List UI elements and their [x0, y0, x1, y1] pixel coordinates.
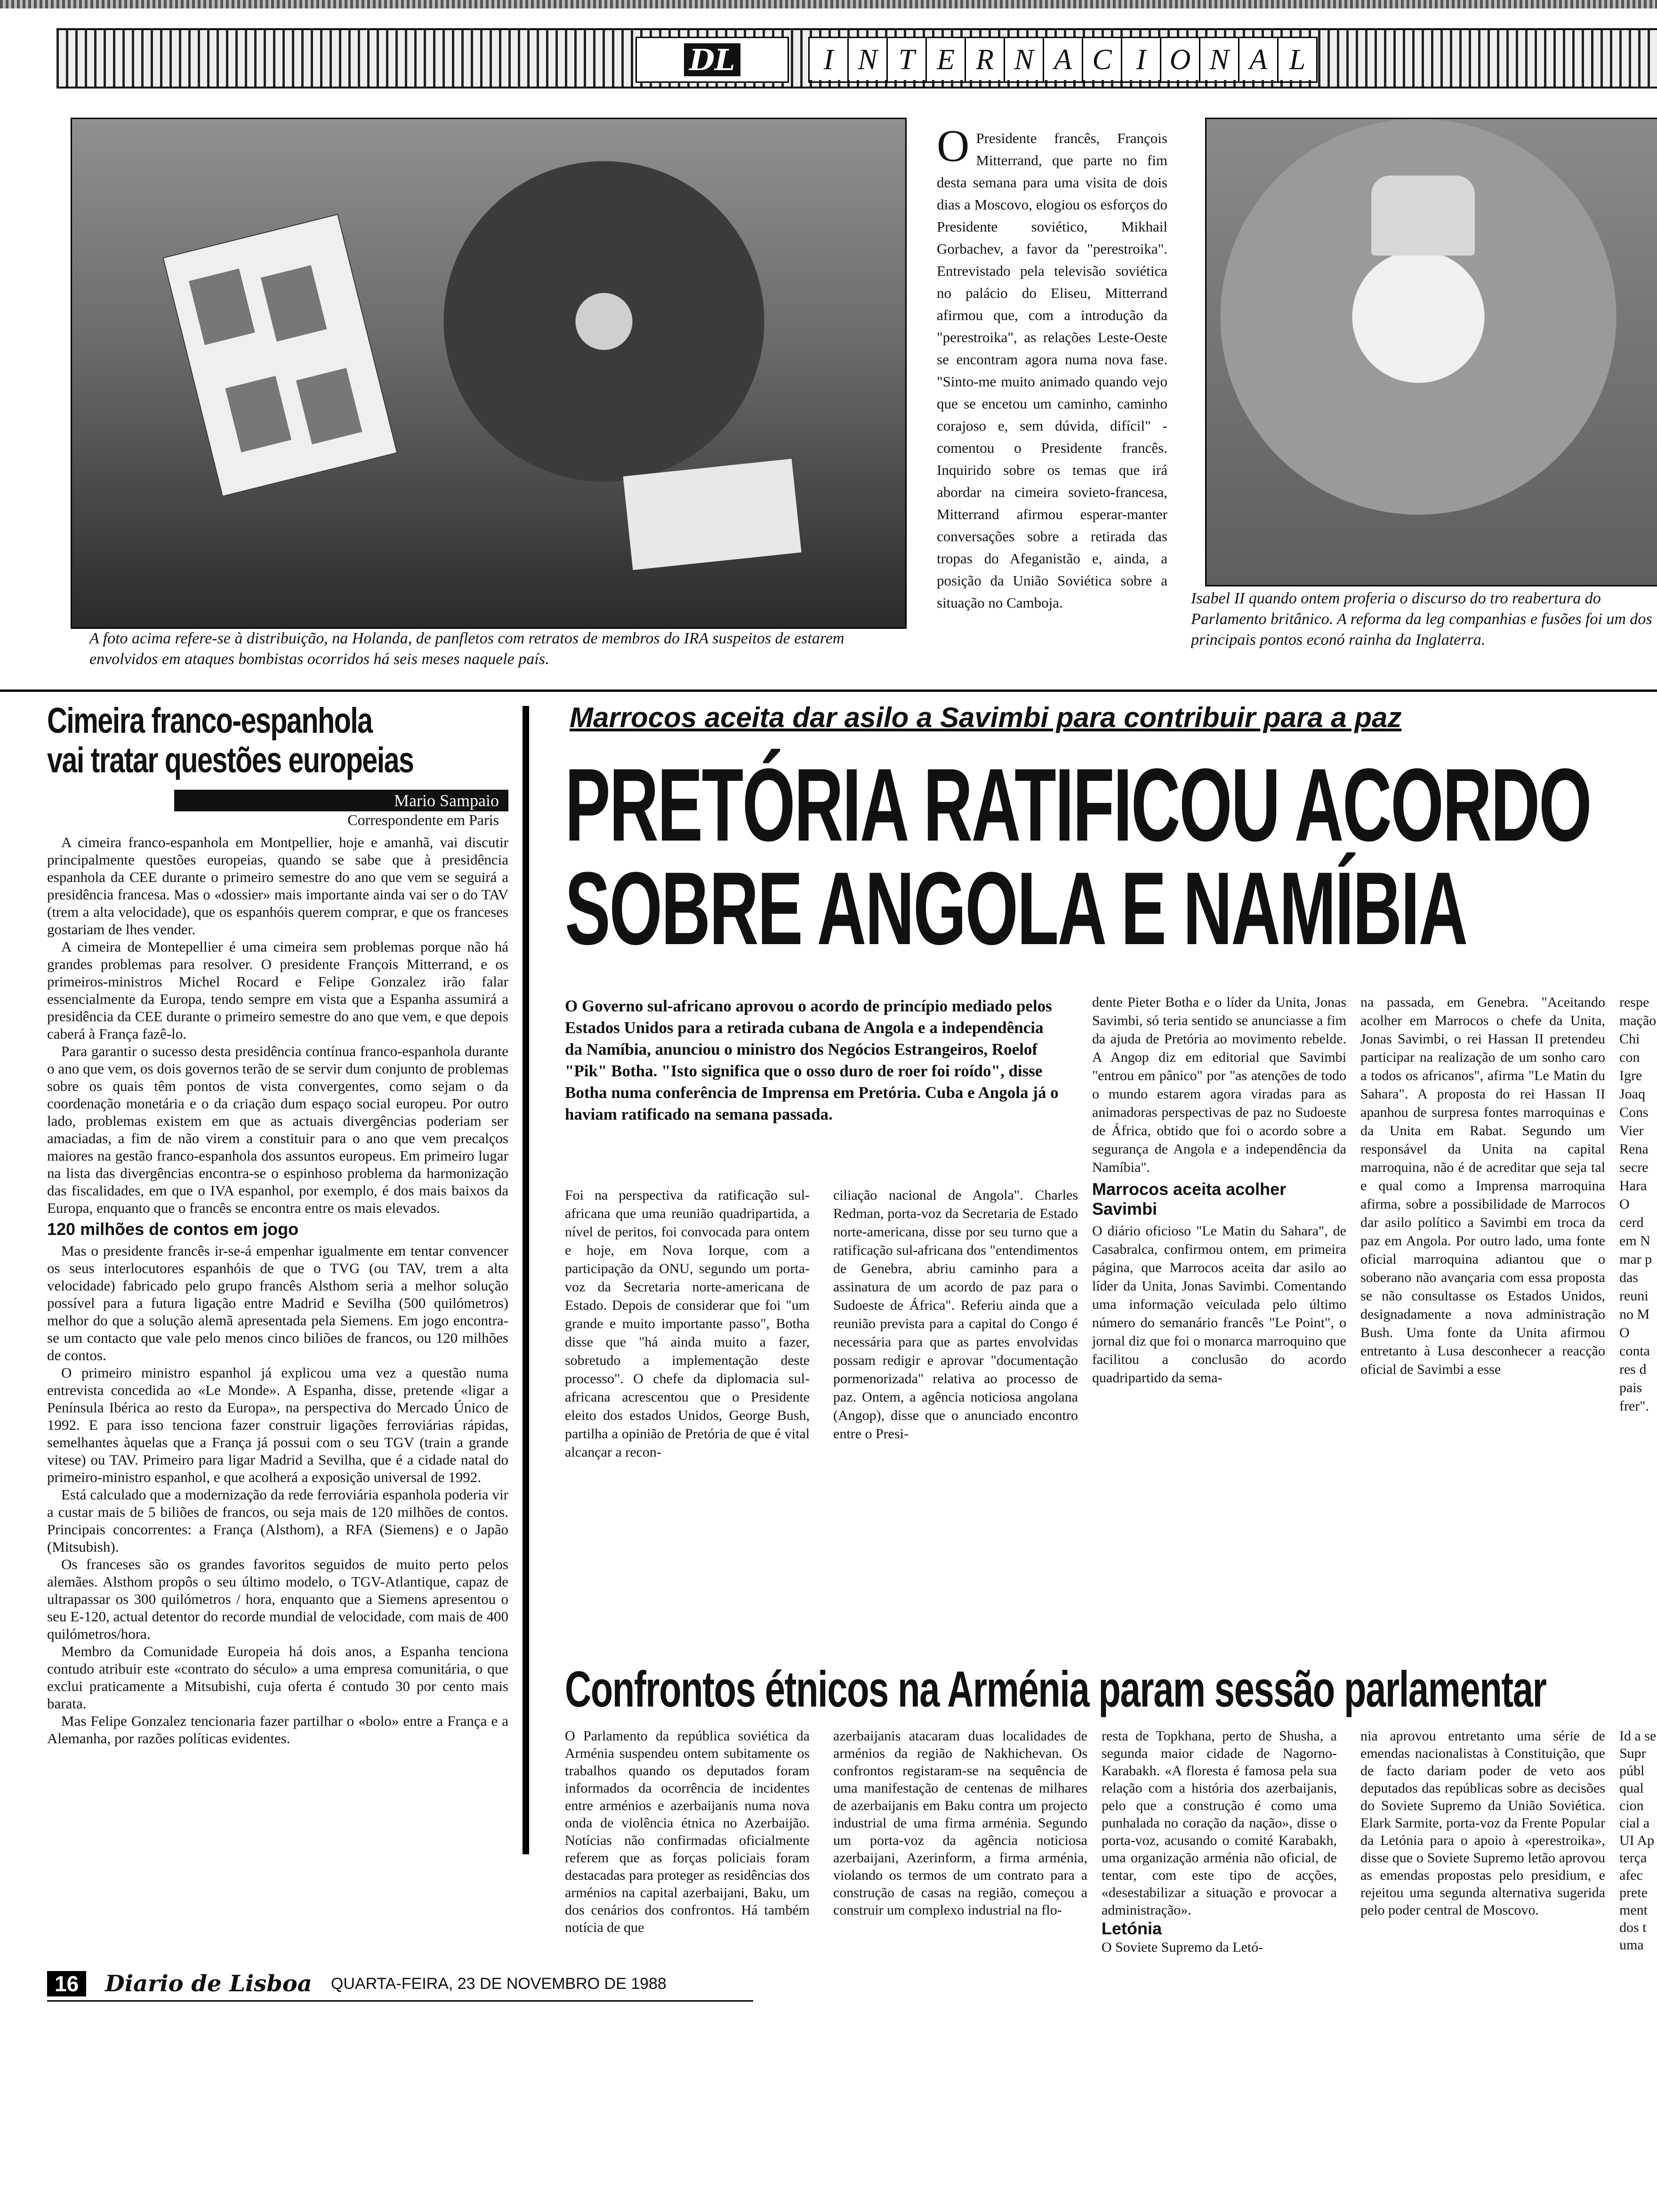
pretoria-col3: [1092, 993, 1346, 1387]
cimeira-article: [47, 701, 508, 1747]
pretoria-col2: ciliação nacional de Angola". Charles Redman, porta-voz da Secretaria de Estado norte-americana, disse por seu turno que a ratificação sul-africana dos "entendimentos de Genebra, abriu caminho para a assinatura de um acordo de paz para o Sudoeste de África". Referiu ainda que a reunião prevista para a capital do Congo é necessária para que as partes envolvidas possam redigir e aprovar "documentação pormenorizada" relativa ao processo de paz. Ontem, a agência noticiosa angolana (Angop), disse que o anunciado encontro entre o Presi-: [833, 1187, 1078, 1442]
issue-date: QUARTA-FEIRA, 23 DE NOVEMBRO DE 1988: [330, 1974, 667, 1993]
armenia-headline-box: [565, 1661, 1648, 1718]
pretoria-lead: O Governo sul-africano aprovou o acordo de princípio mediado pelos Estados Unidos para a retirada cubana de Angola e a independência da Namíbia, anunciou o ministro dos Negócios Estrangeiros, Roelof "Pik" Botha. "Isto significa que o osso duro de roer foi roído", disse Botha numa conferência de Imprensa em Pretória. Cuba e Angola já o haviam ratificado na semana passada.: [565, 997, 1059, 1123]
armenia-headline: Confrontos étnicos na Arménia param sessão parlamentar: [565, 1661, 1546, 1717]
armenia-col5: Id a se Supr públ qual cion cial a UI Ap terça afec prete ment dos t uma: [1619, 1728, 1657, 1953]
cimeira-p5: O primeiro ministro espanhol já explicou uma vez a questão numa entrevista concedida ao «Le Monde». A Espanha, disse, pretende «ligar a Península Ibérica ao resto da Europa», na perspectiva do Mercado Único de 1992. E para isso tenciona fazer construir ligações ferroviárias rápidas, semelhantes àquelas que a França já possui com o seu TGV (train a grande vitese) ou TAV. Primeiro para ligar Madrid a Sevilha, que é a cidade natal do primeiro-ministro espanhol, e que acolherá a exposição universal de 1992.: [47, 1364, 508, 1485]
armenia-col1: O Parlamento da república soviética da Arménia suspendeu ontem subitamente os trabalhos quando os deputados foram informados da ocorrência de incidentes entre arménios e azerbaijanis numa nova onda de violência étnica no Azerbaijão. Notícias não confirmadas oficialmente referem que as forças policiais foram destacadas para proteger as residências dos arménios na capital azerbaijani, Baku, um dos cenários dos confrontos. Há também notícia de que: [565, 1728, 810, 1935]
section-letter: I: [808, 37, 849, 83]
armenia-col3-subhead: Letónia: [1102, 1919, 1162, 1938]
armenia-col3b: O Soviete Supremo da Letó-: [1102, 1940, 1263, 1955]
pretoria-kicker: Marrocos aceita dar asilo a Savimbi para contribuir para a paz: [570, 702, 1402, 733]
pretoria-headline-1: PRETÓRIA RATIFICOU ACORDO: [565, 748, 1591, 863]
footer-rule: [47, 2000, 753, 2002]
armenia-col3: [1102, 1727, 1337, 1956]
newspaper-logo: [635, 37, 789, 83]
logo-mark: DL: [684, 43, 740, 76]
pretoria-col3b: O diário oficioso "Le Matin du Sahara", de Casabralca, confirmou ontem, em primeira página, que Marrocos aceita dar asilo ao líder da Unita, Jonas Savimbi. Comentando uma informação veiculada pelo último número do semanário francês "Le Point", o jornal diz que foi o monarca marroquino que facilitou a conclusão do acordo quadripartido da sema-: [1092, 1223, 1346, 1386]
photo2-caption: Isabel II quando ontem proferia o discurso do tro reabertura do Parlamento britânico. A reforma da leg companhias e fusões foi um dos principais pontos econó rainha da Inglaterra.: [1191, 590, 1652, 649]
armenia-col3a: resta de Topkhana, perto de Shusha, a segunda maior cidade de Nagorno-Karabakh. «A floresta é famosa pela sua relação com a história dos azerbaijanis, pelo que a construção é como uma punhalada no coração da nação», disse o porta-voz, acusando o comité Karabakh, uma organização arménia não oficial, de tentar, com este tipo de acções, «desestabilizar a situação e provocar a administração».: [1102, 1728, 1337, 1918]
cimeira-headline-2: vai tratar questões europeias: [47, 740, 414, 780]
section-letter: C: [1082, 37, 1122, 83]
byline-role: Correspondente em Paris: [347, 811, 499, 828]
page-footer: [47, 1970, 753, 1998]
page-number: 16: [47, 1971, 86, 1996]
photo1-caption: A foto acima refere-se à distribuição, na Holanda, de panfletos com retratos de membros do IRA suspeitos de estarem envolvidos em ataques bombistas ocorridos há seis meses naquele país.: [89, 630, 845, 668]
section-letter: T: [886, 37, 927, 83]
cimeira-p4: Mas o presidente francês ir-se-á empenhar igualmente em tentar convencer os seus interlocutores espanhóis de que o TVG (ou TAV, trem a alta velocidade) fabricado pelo grupo francês Alsthom seria a melhor solução possível para a futura ligação entre Madrid e Sevilha (500 quilómetros) melhor do que a solução alemã apresentada pela Siemens. Em jogo encontra-se um contacto que vale pelo menos cinco biliões de francos, ou 120 milhões de contos.: [47, 1242, 508, 1363]
pretoria-col5: respe mação Chi con Igre Joaq Cons Vier Rena secre Hara O cerd em N mar p das reuni no M O conta res d pais frer".: [1619, 994, 1657, 1414]
cimeira-p7: Os franceses são os grandes favoritos seguidos de muito perto pelos alemães. Alsthom propôs o seu último modelo, o TGV-Atlantique, capaz de ultrapassar os 300 quilómetros / hora, enquanto que a Siemens apresentou o seu E-120, actual detentor do recorde mundial de velocidade, com mais de 400 quilómetros/hora.: [47, 1556, 508, 1642]
pretoria-col1: Foi na perspectiva da ratificação sul-africana que uma reunião quadripartida, a nível de peritos, foi convocada para ontem e hoje, em Nova Iorque, com a participação da ONU, segundo um porta-voz da Secretaria norte-americana de Estado. Depois de considerar que foi "um grande e muito importante passo", Botha disse que "há ainda muito a fazer, sobretudo a implementação deste processo". O chefe da diplomacia sul-africana acrescentou que o Presidente eleito dos estados Unidos, George Bush, partilha a opinião de Pretória de que é vital alcançar a recon-: [565, 1187, 810, 1460]
section-letter: O: [1160, 37, 1200, 83]
section-title-internacional: [810, 37, 1318, 80]
poster-image: [162, 214, 397, 497]
section-letter: A: [1238, 37, 1279, 83]
cimeira-p6: Está calculado que a modernização da rede ferroviária espanhola poderia vir a custar mais de 5 biliões de francos, ou seja mais de 120 milhões de contos. Principais concorrentes: a França (Alsthom), a RFA (Siemens) e o Japão (Mitsubish).: [47, 1486, 508, 1555]
pretoria-col3a: dente Pieter Botha e o líder da Unita, Jonas Savimbi, só teria sentido se anunciasse a fim da ajuda de Pretória ao movimento rebelde. A Angop diz em editorial que Savimbi "entrou em pânico" por "as atenções de todo o mundo estarem agora viradas para as animadoras perspectivas de paz no Sudoeste de África, obtido que foi o acordo sobre a segurança de Angola e a independência da Namíbia".: [1092, 994, 1346, 1175]
crown-shape: [1371, 176, 1475, 256]
dropcap: O: [937, 120, 970, 171]
section-letter: N: [847, 37, 888, 83]
cimeira-subhead: 120 milhões de contos em jogo: [47, 1219, 299, 1239]
cimeira-p3: Para garantir o sucesso desta presidência contínua franco-espanhola durante o ano que vem, os dois governos terão de se servir dum conjunto de problemas sobre os quais têm pontos de vista convergentes, como sejam o da coordenação monetária e o da criação dum espaço social europeu. Por outro lado, problemas existem em que as actuais divergências poderiam ser amaciadas, a fim de não virem a constituir para o ano que vem precalços maiores na gestão franco-espanhola dos assuntos europeus. Em primeiro lugar na lista das divergências encontra-se o espinhoso problema da harmonização das fiscalidades, em que o IVA espanhol, por exemplo, é dos mais baixos da Europa, enquanto que o francês se encontra entre os mais elevados.: [47, 1043, 508, 1216]
mitterrand-article: [937, 120, 1167, 614]
armenia-col4: nia aprovou entretanto uma série de emendas nacionalistas à Constituição, que de facto dariam poder de veto aos deputados das repúblicas sobre as decisões do Soviete Supremo da União Soviética. Elark Sarmite, porta-voz da Frente Popular da Letónia para o apoio à «perestroika», disse que o Soviete Supremo letão aprovou as emendas propostas pelo presidium, e rejeitou uma segunda alternativa sugerida pelo poder central de Moscovo.: [1360, 1728, 1605, 1918]
column-rule: [523, 706, 529, 1854]
section-letter: I: [1121, 37, 1161, 83]
section-letter: L: [1277, 37, 1318, 83]
section-letter: A: [1043, 37, 1083, 83]
armenia-col2: azerbaijanis atacaram duas localidades de arménios da região de Nakhichevan. Os confrontos registaram-se na sequência de uma manifestação de centenas de milhares de azerbaijanis em Baku contra um projecto industrial de uma firma arménia. Segundo um porta-voz da agência noticiosa azerbaijani, Azerinform, a firma arménia, violando os termos de um contrato para a construção de casas na região, começou a construir um complexo industrial na flo-: [833, 1728, 1087, 1918]
mitterrand-text: Presidente francês, François Mitterrand, que parte no fim desta semana para uma visita de dois dias a Moscovo, elogiou os esforços do Presidente soviético, Mikhail Gorbachev, a favor da "perestroika". Entrevistado pela televisão soviética no palácio do Eliseu, Mitterrand afirmou que, com a introdução da "perestroika", as relações Leste-Oeste se encontram agora numa nova fase. "Sinto-me muito animado quando vejo que se encetou um caminho, caminho corajoso e, sem dúvida, difícil" - comentou o Presidente francês. Inquirido sobre os temas que irá abordar na cimeira sovieto-francesa, Mitterrand afirmou esperar-manter conversações sobre a retirada das tropas do Afeganistão e, ainda, a posição da União Soviética sobre a situação no Camboja.: [937, 130, 1167, 611]
pretoria-col3-subhead: Marrocos aceita acolher Savimbi: [1092, 1179, 1287, 1218]
byline: Mario Sampaio: [174, 790, 508, 811]
cimeira-headline-1: Cimeira franco-espanhola: [47, 701, 372, 741]
cimeira-p9: Mas Felipe Gonzalez tencionaria fazer partilhar o «bolo» entre a França e a Alemanha, por razões políticas evidentes.: [47, 1713, 508, 1747]
divider: [0, 689, 1657, 692]
section-letter: N: [1199, 37, 1239, 83]
cimeira-p8: Membro da Comunidade Europeia há dois anos, a Espanha tenciona contudo atribuir este «contrato do século» a uma empresa comunitária, o que exclui praticamente a Mitsubishi, cuja oferta é contudo 30 por cento mais barata.: [47, 1643, 508, 1712]
top-border: [0, 0, 1657, 8]
photo-queen-elizabeth: [1205, 118, 1657, 586]
section-letter: N: [1004, 37, 1044, 83]
cimeira-p1: A cimeira franco-espanhola em Montpellier, hoje e amanhã, vai discutir principalmente questões europeias, quando se sabe que à presidência espanhola da CEE durante o primeiro semestre do ano que vem se seguirá a presidência francesa. Mas o «dossier» mais importante ainda vai ser o do TAV (trem a alta velocidade), que os espanhóis querem comprar, e que os franceses gostariam de lhes vender.: [47, 834, 508, 938]
section-letter: R: [965, 37, 1005, 83]
section-letter: E: [925, 37, 966, 83]
pretoria-headline-2: SOBRE ANGOLA E NAMÍBIA: [565, 850, 1467, 966]
pretoria-col4: na passada, em Genebra. "Aceitando acolher em Marrocos o chefe da Unita, Jonas Savimbi, o rei Hassan II pretendeu participar na realização de um sonho caro a todos os africanos", afirma "Le Matin du Sahara". A proposta do rei Hassan II apanhou de surpresa fontes marroquinas e da Unita em Rabat. Segundo um responsável da Unita na capital marroquina, não é de acreditar que seja tal e qual como a Imprensa marroquina afirma, sobre a possibilidade de Marrocos dar asilo político a Savimbi em troca da paz em Angola. Por outro lado, uma fonte oficial marroquina adiantou que o soberano não avançaria com essa proposta se não consultasse os Estados Unidos, designadamente a nova administração Bush. Uma fonte da Unita afirmou entretanto à Lusa desconhecer a reacção oficial de Savimbi a esse: [1360, 994, 1605, 1377]
cimeira-p2: A cimeira de Montepellier é uma cimeira sem problemas porque não há grandes problemas para resolver. O presidente François Mitterrand, e os primeiros-ministros Michel Rocard e Felipe Gonzalez irão falar essencialmente da Europa, tendo sempre em vista que a Espanha assumirá a presidência da CEE durante o primeiro semestre do ano que vem, e que depois caberá à França fazê-lo.: [47, 938, 508, 1042]
photo-ira-pamphlets: [71, 118, 907, 629]
masthead-logo: Diario de Lisboa: [105, 1971, 312, 1997]
pretoria-headline-box: [565, 748, 1657, 1031]
section-header-bar: [56, 28, 1657, 88]
